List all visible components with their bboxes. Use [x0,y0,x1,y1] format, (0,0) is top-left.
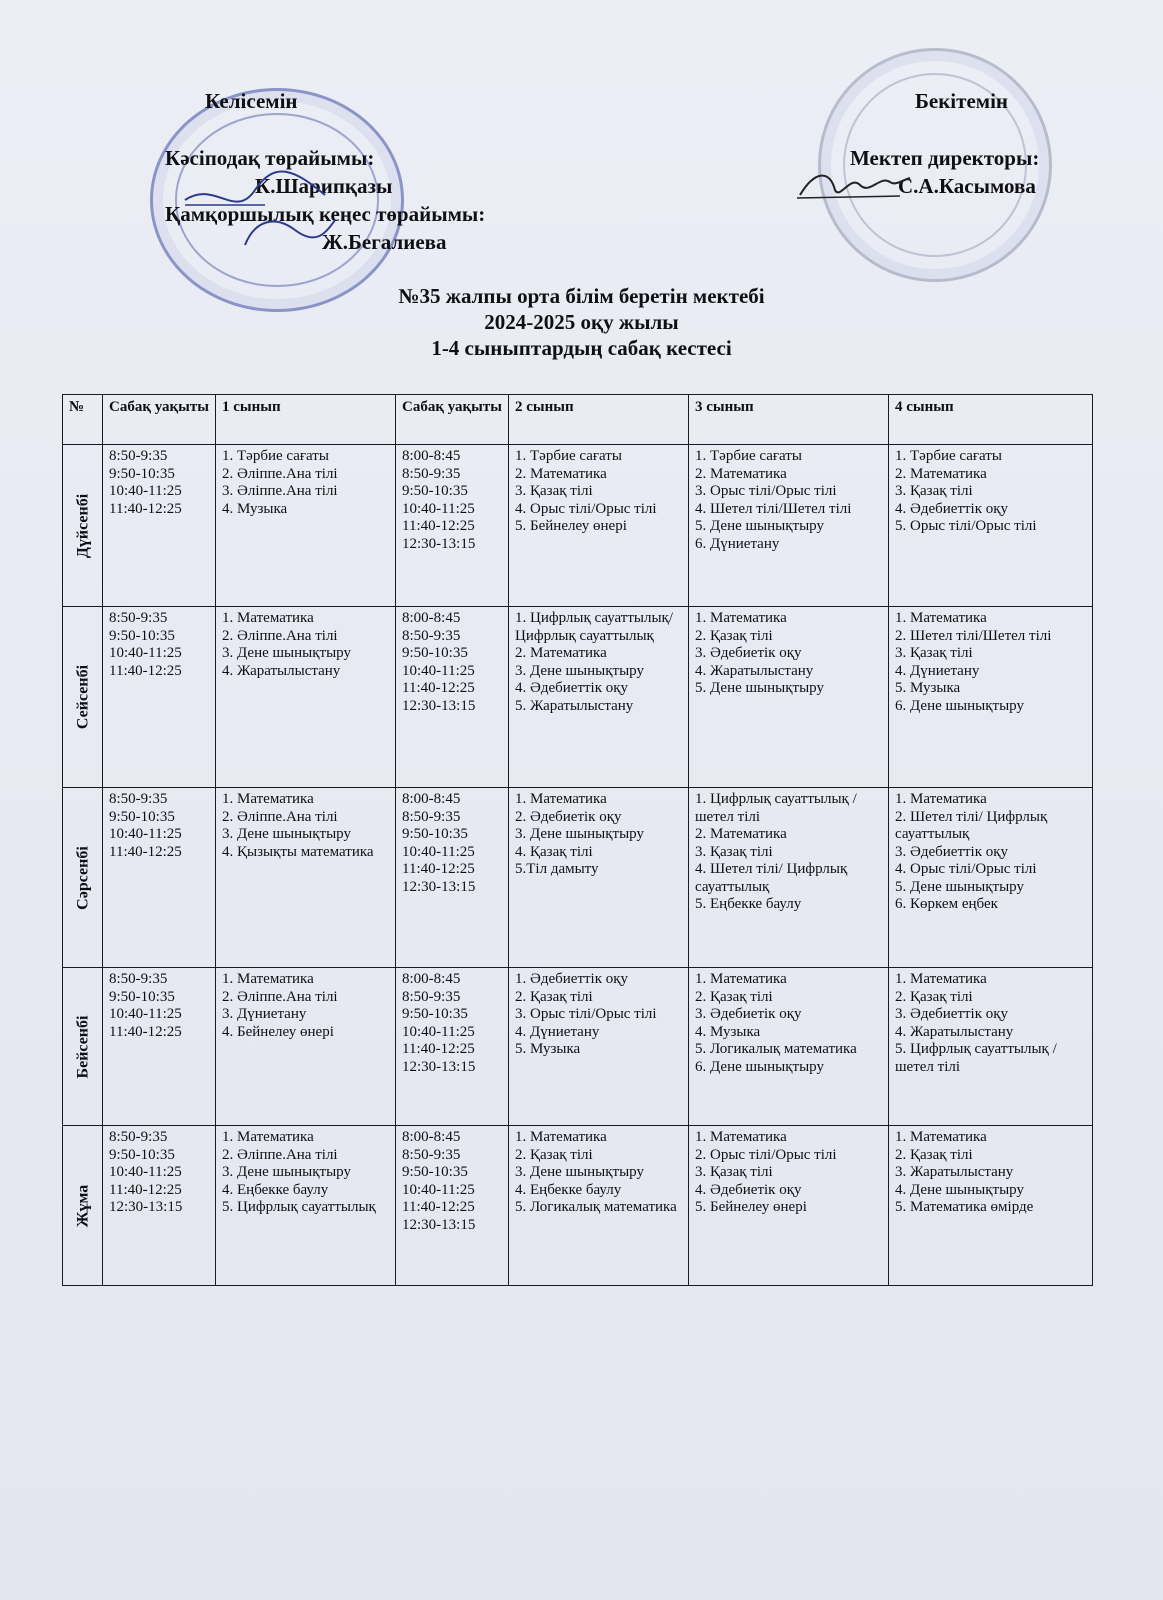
lesson-time: 11:40-12:25 [109,843,182,860]
subject-item: 1. Математика [515,1129,607,1145]
subject-item: 3. Дене шынықтыру [222,645,351,661]
subject-item: 5. Еңбекке баулу [695,896,802,912]
subject-item: 4. Еңбекке баулу [222,1181,329,1198]
subject-item: 4. Шетел тілі/Шетел тілі [695,500,852,517]
approval-left-heading: Келісемін [205,89,298,113]
subject-item: 3. Дене шынықтыру [515,826,644,842]
subject-item: 3. Дене шынықтыру [515,662,644,679]
lesson-time: 8:50-9:35 [402,988,461,1005]
subject-item: 3. Дүниетану [222,1006,307,1022]
day-cell [63,968,103,1126]
signature-left [175,160,345,250]
subject-item: 1. Әдебиеттік оқу [515,971,629,987]
lesson-time: 12:30-13:15 [402,1216,476,1233]
subject-item: 4. Бейнелеу өнері [222,1023,334,1040]
day-label: Сәрсенбі [73,845,91,910]
subject-item: 3. Қазақ тілі [695,1164,773,1180]
grade-1-cell [216,445,396,607]
subject-item: 5. Дене шынықтыру [695,680,824,696]
lesson-time: 9:50-10:35 [402,826,468,842]
day-label: Дүйсенбі [73,493,91,558]
subject-item: 2. Математика [695,826,787,842]
subject-item: 3. Орыс тілі/Орыс тілі [695,483,837,499]
subject-item: 2. Әліппе.Ана тілі [222,1146,338,1163]
subject-item: 4. Қызықты математика [222,843,374,860]
subject-item: 4. Музыка [695,1023,761,1040]
lesson-time: 9:50-10:35 [109,1146,175,1163]
lesson-time: 8:50-9:35 [109,448,168,464]
subject-item: 2. Қазақ тілі [895,988,973,1005]
subject-item: 5. Дене шынықтыру [695,518,824,534]
subject-item: 4. Әдебиеттік оқу [515,680,629,696]
lesson-time: 9:50-10:35 [402,1164,468,1180]
lesson-time: 12:30-13:15 [402,697,476,714]
lesson-time: 10:40-11:25 [402,662,475,679]
subject-item: 6. Көркем еңбек [895,896,998,912]
lesson-time: 8:00-8:45 [402,971,461,987]
lesson-time: 9:50-10:35 [402,1006,468,1022]
lesson-time: 12:30-13:15 [109,1199,183,1215]
time-cell-1 [103,445,216,607]
lesson-time: 11:40-12:25 [402,518,475,534]
subject-item: 3. Қазақ тілі [895,645,973,661]
approval-right-name: С.А.Касымова [898,174,1036,198]
day-cell [63,607,103,788]
grade-1-cell [216,788,396,968]
subject-item: 5. Жаратылыстану [515,697,634,714]
subject-item: 2. Математика [515,645,607,661]
subject-item: 1. Математика [222,791,314,807]
subject-item: 1. Математика [695,1129,787,1145]
lesson-time: 9:50-10:35 [109,988,175,1005]
schedule-body [63,445,1093,1286]
lesson-time: 8:00-8:45 [402,610,461,626]
lesson-time: 10:40-11:25 [109,645,182,661]
subject-item: 4. Жаратылыстану [895,1023,1014,1040]
subject-item: 3. Дене шынықтыру [222,1164,351,1180]
grade-3-cell [689,1126,889,1286]
table-row [63,607,1093,788]
subject-item: 4. Қазақ тілі [515,843,593,860]
lesson-time: 11:40-12:25 [402,1199,475,1215]
grade-2-cell [509,445,689,607]
time-cell-1 [103,968,216,1126]
subject-item: 4. Әдебиетік оқу [695,1181,802,1198]
subject-item: 2. Шетел тілі/Шетел тілі [895,627,1052,644]
subject-item: 1. Математика [222,610,314,626]
day-cell [63,1126,103,1286]
time-cell-1 [103,607,216,788]
grade-4-cell [889,788,1093,968]
subject-item: 5. Дене шынықтыру [895,878,1024,895]
day-cell [63,788,103,968]
subject-item: 5. Цифрлық сауаттылық [222,1199,376,1215]
subject-item: 2. Әліппе.Ана тілі [222,988,338,1005]
lesson-time: 11:40-12:25 [402,1041,475,1057]
lesson-time: 11:40-12:25 [109,662,182,679]
header-grade-3: 3 сынып [689,395,889,445]
grade-3-cell [689,788,889,968]
header-lesson-time-1: Сабақ уақыты [103,395,216,445]
grade-4-cell [889,607,1093,788]
time-cell-1 [103,1126,216,1286]
grade-2-cell [509,788,689,968]
subject-item: 3. Дене шынықтыру [222,826,351,842]
subject-item: 1. Математика [695,971,787,987]
grade-3-cell [689,445,889,607]
subject-item: 5. Музыка [895,680,961,696]
header-lesson-time-2: Сабақ уақыты [396,395,509,445]
lesson-time: 11:40-12:25 [109,1023,182,1040]
subject-item: 1. Математика [895,971,987,987]
subject-item: 6. Дене шынықтыру [895,697,1024,714]
subject-item: 4. Еңбекке баулу [515,1181,622,1198]
subject-item: 2. Қазақ тілі [895,1146,973,1163]
lesson-time: 8:50-9:35 [402,465,461,482]
time-cell-2 [396,968,509,1126]
subject-item: 4. Дүниетану [895,662,980,679]
approval-left-name2: Ж.Бегалиева [322,230,447,254]
subject-item: 4. Орыс тілі/Орыс тілі [895,861,1037,877]
subject-item: 5. Музыка [515,1041,581,1057]
subject-item: 3. Қазақ тілі [515,483,593,499]
subject-item: 3. Әдебиеттік оқу [895,843,1009,860]
lesson-time: 8:00-8:45 [402,1129,461,1145]
lesson-time: 9:50-10:35 [402,645,468,661]
grade-1-cell [216,1126,396,1286]
table-header-row [63,395,1093,445]
subject-item: 5. Орыс тілі/Орыс тілі [895,518,1037,534]
subject-item: 2. Әдебиетік оқу [515,808,622,825]
document-title-school: №35 жалпы орта білім беретін мектебі [398,284,765,308]
grade-2-cell [509,1126,689,1286]
lesson-time: 11:40-12:25 [109,1181,182,1198]
lesson-time: 8:50-9:35 [402,808,461,825]
subject-item: 4. Дене шынықтыру [895,1181,1024,1198]
grade-1-cell [216,607,396,788]
lesson-time: 10:40-11:25 [402,500,475,517]
lesson-time: 11:40-12:25 [109,500,182,517]
lesson-time: 10:40-11:25 [109,1164,182,1180]
subject-item: 1. Математика [895,791,987,807]
lesson-time: 11:40-12:25 [402,680,475,696]
subject-item: 1. Цифрлық сауаттылық /шетел тілі [695,791,857,825]
subject-item: 2. Қазақ тілі [515,988,593,1005]
day-label: Бейсенбі [73,1015,91,1078]
table-row [63,968,1093,1126]
lesson-time: 8:50-9:35 [109,971,168,987]
lesson-time: 12:30-13:15 [402,535,476,552]
subject-item: 5. Логикалық математика [695,1041,857,1057]
subject-item: 5. Бейнелеу өнері [695,1199,807,1215]
lesson-time: 9:50-10:35 [402,483,468,499]
subject-item: 2. Әліппе.Ана тілі [222,465,338,482]
subject-item: 1. Тәрбие сағаты [515,448,622,464]
subject-item: 4. Әдебиеттік оқу [895,500,1009,517]
subject-item: 3. Дене шынықтыру [515,1164,644,1180]
lesson-time: 10:40-11:25 [109,483,182,499]
subject-item: 1. Тәрбие сағаты [222,448,329,464]
table-row [63,1126,1093,1286]
subject-item: 4. Жаратылыстану [222,662,341,679]
subject-item: 6. Дүниетану [695,535,780,552]
subject-item: 4. Музыка [222,500,288,517]
subject-item: 3. Әліппе.Ана тілі [222,483,338,499]
time-cell-1 [103,788,216,968]
time-cell-2 [396,788,509,968]
day-label: Жұма [73,1184,91,1227]
lesson-time: 8:50-9:35 [109,610,168,626]
subject-item: 1. Математика [895,1129,987,1145]
subject-item: 1. Тәрбие сағаты [895,448,1002,464]
day-label: Сейсенбі [73,664,91,730]
approval-right-heading: Бекітемін [915,89,1009,113]
approval-left-role2: Қамқоршылық кеңес төрайымы: [165,202,486,226]
lesson-time: 10:40-11:25 [402,843,475,860]
lesson-time: 8:50-9:35 [402,1146,461,1163]
subject-item: 5. Логикалық математика [515,1199,677,1215]
subject-item: 3. Орыс тілі/Орыс тілі [515,1006,657,1022]
grade-4-cell [889,968,1093,1126]
subject-item: 2. Қазақ тілі [695,988,773,1005]
table-row [63,445,1093,607]
lesson-time: 11:40-12:25 [402,861,475,877]
subject-item: 1. Математика [222,1129,314,1145]
subject-item: 5. Бейнелеу өнері [515,518,627,534]
subject-item: 3. Қазақ тілі [695,843,773,860]
header-grade-4: 4 сынып [889,395,1093,445]
document-title-year: 2024-2025 оқу жылы [484,310,679,334]
subject-item: 2. Шетел тілі/ Цифрлық сауаттылық [895,808,1048,842]
schedule-table [62,394,1093,1286]
time-cell-2 [396,445,509,607]
table-row [63,788,1093,968]
header-number: № [63,395,103,445]
subject-item: 6. Дене шынықтыру [695,1058,824,1075]
subject-item: 1. Математика [695,610,787,626]
lesson-time: 12:30-13:15 [402,1058,476,1075]
subject-item: 2. Әліппе.Ана тілі [222,808,338,825]
subject-item: 5. Математика өмірде [895,1199,1034,1215]
time-cell-2 [396,1126,509,1286]
subject-item: 5. Цифрлық сауаттылық /шетел тілі [895,1041,1057,1075]
subject-item: 3. Қазақ тілі [895,483,973,499]
subject-item: 2. Математика [515,465,607,482]
subject-item: 1. Цифрлық сауаттылық/Цифрлық сауаттылық [515,610,673,644]
subject-item: 2. Орыс тілі/Орыс тілі [695,1146,837,1163]
subject-item: 1. Математика [515,791,607,807]
day-cell [63,445,103,607]
header-grade-2: 2 сынып [509,395,689,445]
header-grade-1: 1 сынып [216,395,396,445]
grade-1-cell [216,968,396,1126]
lesson-time: 10:40-11:25 [109,1006,182,1022]
subject-item: 4. Дүниетану [515,1023,600,1040]
subject-item: 4. Орыс тілі/Орыс тілі [515,500,657,517]
approval-right-role: Мектеп директоры: [850,146,1040,170]
subject-item: 5.Тіл дамыту [515,861,599,877]
subject-item: 1. Математика [222,971,314,987]
lesson-time: 10:40-11:25 [402,1023,475,1040]
lesson-time: 9:50-10:35 [109,465,175,482]
lesson-time: 8:50-9:35 [109,791,168,807]
grade-3-cell [689,607,889,788]
lesson-time: 10:40-11:25 [109,826,182,842]
subject-item: 2. Қазақ тілі [515,1146,593,1163]
subject-item: 4. Шетел тілі/ Цифрлық сауаттылық [695,861,848,895]
lesson-time: 8:50-9:35 [402,627,461,644]
signature-right [795,160,915,210]
subject-item: 1. Математика [895,610,987,626]
lesson-time: 9:50-10:35 [109,627,175,644]
subject-item: 1. Тәрбие сағаты [695,448,802,464]
grade-4-cell [889,1126,1093,1286]
grade-4-cell [889,445,1093,607]
grade-2-cell [509,968,689,1126]
approval-left-role1: Кәсіподақ төрайымы: [165,146,375,170]
grade-2-cell [509,607,689,788]
grade-3-cell [689,968,889,1126]
time-cell-2 [396,607,509,788]
subject-item: 2. Математика [895,465,987,482]
subject-item: 3. Жаратылыстану [895,1164,1014,1180]
lesson-time: 9:50-10:35 [109,808,175,825]
subject-item: 2. Математика [695,465,787,482]
approval-left-name1: К.Шарипқазы [255,174,393,198]
lesson-time: 8:50-9:35 [109,1129,168,1145]
lesson-time: 8:00-8:45 [402,791,461,807]
subject-item: 2. Қазақ тілі [695,627,773,644]
subject-item: 2. Әліппе.Ана тілі [222,627,338,644]
lesson-time: 8:00-8:45 [402,448,461,464]
lesson-time: 10:40-11:25 [402,1181,475,1198]
lesson-time: 12:30-13:15 [402,878,476,895]
subject-item: 4. Жаратылыстану [695,662,814,679]
document-title-schedule: 1-4 сыныптардың сабақ кестесі [431,336,732,360]
subject-item: 3. Әдебиеттік оқу [895,1006,1009,1022]
subject-item: 3. Әдебиетік оқу [695,645,802,661]
subject-item: 3. Әдебиетік оқу [695,1006,802,1022]
